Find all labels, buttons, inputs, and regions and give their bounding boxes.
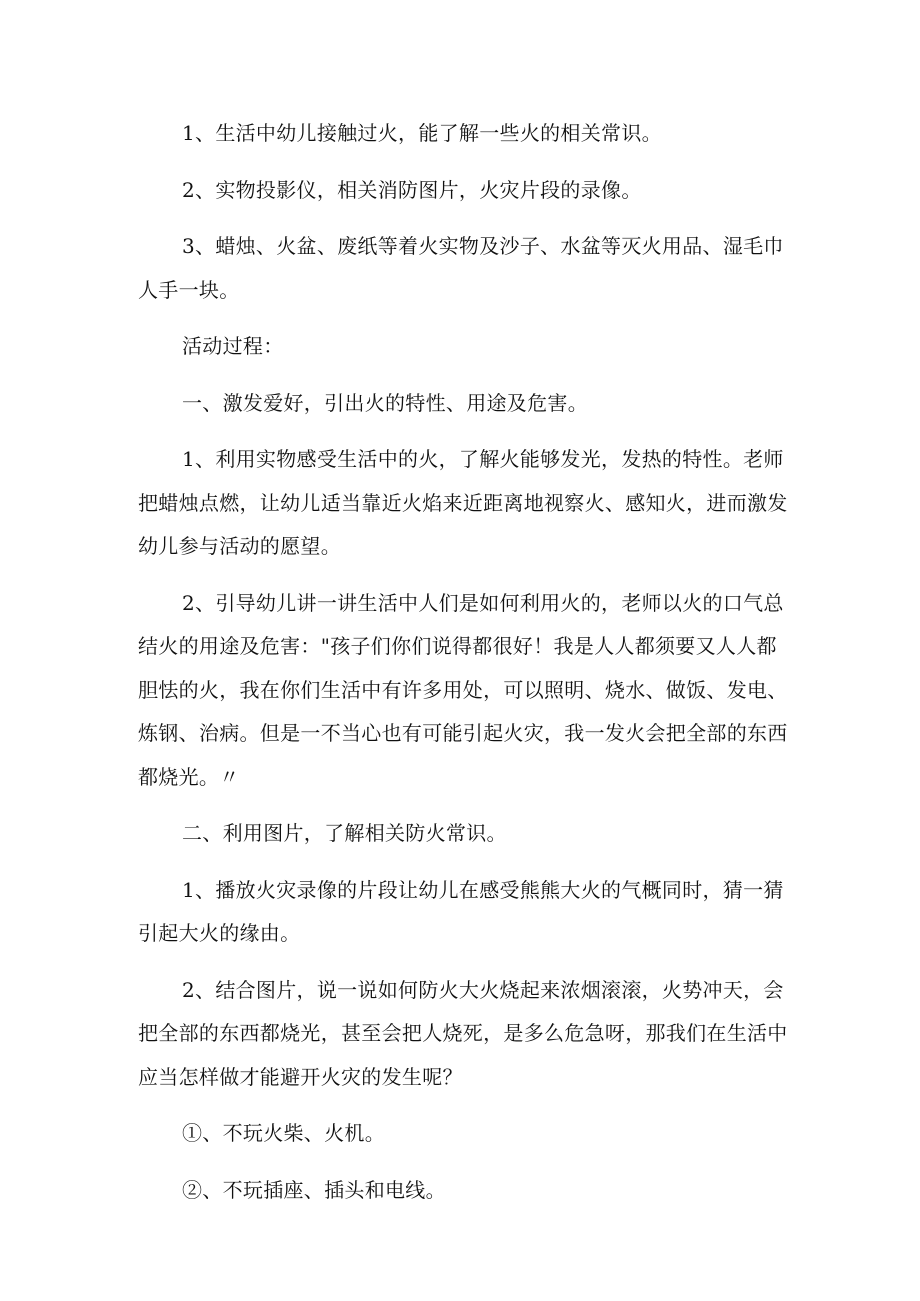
section-heading-part-2: 二、利用图片，了解相关防火常识。 (182, 821, 507, 845)
paragraph-step-2-1: 1、播放火灾录像的片段让幼儿在感受熊熊大火的气概同时，猜一猜引起大火的缘由。 (138, 877, 784, 945)
list-item-rule-2: ②、不玩插座、插头和电线。 (182, 1177, 446, 1202)
section-heading-activity-process: 活动过程： (182, 334, 284, 358)
paragraph-material-1: 1、生活中幼儿接触过火，能了解一些火的相关常识。 (182, 121, 662, 145)
paragraph-material-3: 3、蜡烛、火盆、废纸等着火实物及沙子、水盆等灭火用品、湿毛巾人手一块。 (138, 234, 784, 302)
paragraph-step-1-1: 1、利用实物感受生活中的火，了解火能够发光，发热的特性。老师把蜡烛点燃，让幼儿适当靠近火焰来近距离地视察火、感知火，进而激发幼儿参与活动的愿望。 (138, 447, 788, 558)
paragraph-step-1-2: 2、引导幼儿讲一讲生活中人们是如何利用火的，老师以火的口气总结火的用途及危害："孩子们你们说得都很好！我是人人都须要又人人都胆怯的火，我在你们生活中有许多用处，可以照明、烧水、做饭、发电、炼钢、治病。但是一不当心也有可能引起火灾，我一发火会把全部的东西都烧光。〃 (138, 590, 788, 789)
section-heading-part-1: 一、激发爱好，引出火的特性、用途及危害。 (182, 390, 588, 415)
paragraph-step-2-2: 2、结合图片，说一说如何防火大火烧起来浓烟滚滚，火势冲天，会把全部的东西都烧光，甚至会把人烧死，是多么危急呀，那我们在生活中应当怎样做才能避开火灾的发生呢？ (138, 977, 788, 1089)
document-body (138, 112, 788, 1225)
list-item-rule-1: ①、不玩火柴、火机。 (182, 1121, 385, 1145)
paragraph-material-2: 2、实物投影仪，相关消防图片，火灾片段的录像。 (182, 177, 642, 202)
